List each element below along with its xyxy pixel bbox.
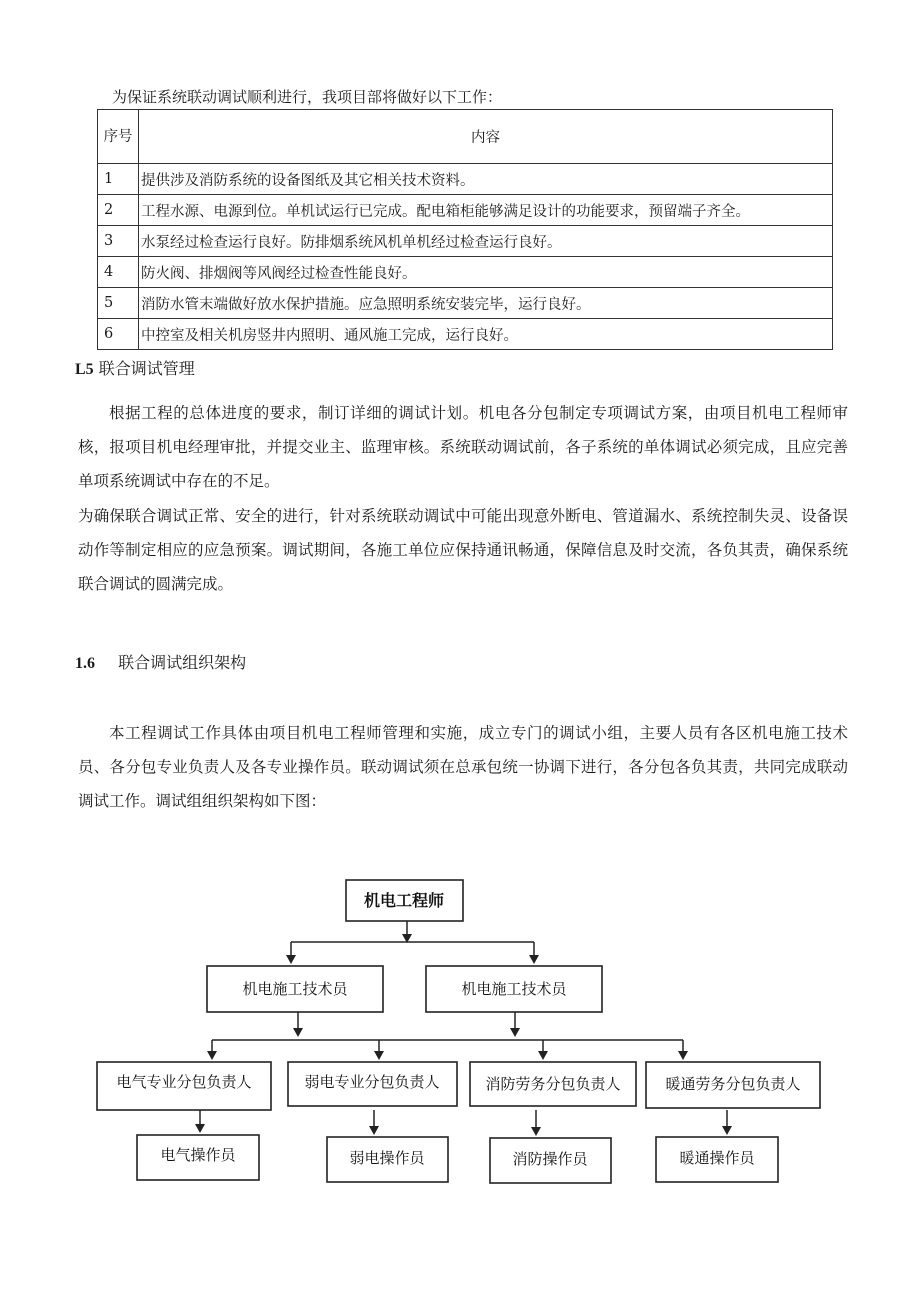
- row-number: 4: [98, 257, 139, 288]
- org-operator-label: 消防操作员: [512, 1150, 588, 1168]
- arrow-head: [531, 1127, 541, 1136]
- arrow-head: [510, 1028, 520, 1037]
- arrow-head: [374, 1051, 384, 1060]
- org-operator-label: 电气操作员: [160, 1146, 236, 1164]
- row-content: 中控室及相关机房竖井内照明、通风施工完成，运行良好。: [139, 319, 833, 350]
- row-content: 水泵经过检查运行良好。防排烟系统风机单机经过检查运行良好。: [139, 226, 833, 257]
- row-number: 3: [98, 226, 139, 257]
- header-content: 内容: [139, 110, 833, 164]
- intro-text: 为保证系统联动调试顺利进行，我项目部将做好以下工作：: [112, 88, 503, 106]
- org-lead-label: 弱电专业分包负责人: [304, 1073, 440, 1091]
- org-root-label: 机电工程师: [363, 891, 445, 910]
- arrow-head: [529, 955, 539, 964]
- org-lead-label: 电气专业分包负责人: [116, 1073, 252, 1091]
- section-1-5-paragraph-1: 根据工程的总体进度的要求，制订详细的调试计划。机电各分包制定专项调试方案，由项目机电工程师审核，报项目机电经理审批，并提交业主、监理审核。系统联动调试前，各子系统的单体调试必须完成，且应完善单项系统调试中存在的不足。: [78, 404, 848, 490]
- arrow-head: [369, 1126, 379, 1135]
- row-number: 1: [98, 164, 139, 195]
- org-lead-label: 消防劳务分包负责人: [485, 1075, 621, 1093]
- section-1-6-number: 1.6: [75, 655, 95, 672]
- arrow-head: [286, 955, 296, 964]
- org-operator-label: 暖通操作员: [679, 1149, 755, 1167]
- org-technician-label: 机电施工技术员: [242, 980, 348, 998]
- section-1-5-paragraph-2: 为确保联合调试正常、安全的进行，针对系统联动调试中可能出现意外断电、管道漏水、系统控制失灵、设备误动作等制定相应的应急预案。调试期间，各施工单位应保持通讯畅通，保障信息及时交流，各负其责，确保系统联合调试的圆满完成。: [78, 507, 848, 593]
- arrow-head: [207, 1051, 217, 1060]
- arrow-head: [538, 1051, 548, 1060]
- section-1-5-number: L5: [75, 361, 94, 378]
- row-number: 2: [98, 195, 139, 226]
- arrow-head: [195, 1124, 205, 1133]
- arrow-head: [678, 1051, 688, 1060]
- row-content: 消防水管末端做好放水保护措施。应急照明系统安装完毕，运行良好。: [139, 288, 833, 319]
- arrow-head: [293, 1028, 303, 1037]
- row-content: 防火阀、排烟阀等风阀经过检查性能良好。: [139, 257, 833, 288]
- header-number: 序号: [98, 110, 139, 164]
- row-content: 工程水源、电源到位。单机试运行已完成。配电箱柜能够满足设计的功能要求，预留端子齐全。: [139, 195, 833, 226]
- arrow-head: [722, 1126, 732, 1135]
- row-content: 提供涉及消防系统的设备图纸及其它相关技术资料。: [139, 164, 833, 195]
- section-1-6-title: 联合调试组织架构: [118, 653, 247, 672]
- row-number: 5: [98, 288, 139, 319]
- section-1-5-title: 联合调试管理: [98, 359, 195, 378]
- org-lead-label: 暖通劳务分包负责人: [665, 1075, 801, 1093]
- org-technician-label: 机电施工技术员: [461, 980, 567, 998]
- row-number: 6: [98, 319, 139, 350]
- section-1-6-paragraph: 本工程调试工作具体由项目机电工程师管理和实施，成立专门的调试小组，主要人员有各区机电施工技术员、各分包专业负责人及各专业操作员。联动调试须在总承包统一协调下进行，各分包各负其责，共同完成联动调试工作。调试组组织架构如下图：: [78, 724, 848, 810]
- org-operator-label: 弱电操作员: [349, 1149, 425, 1167]
